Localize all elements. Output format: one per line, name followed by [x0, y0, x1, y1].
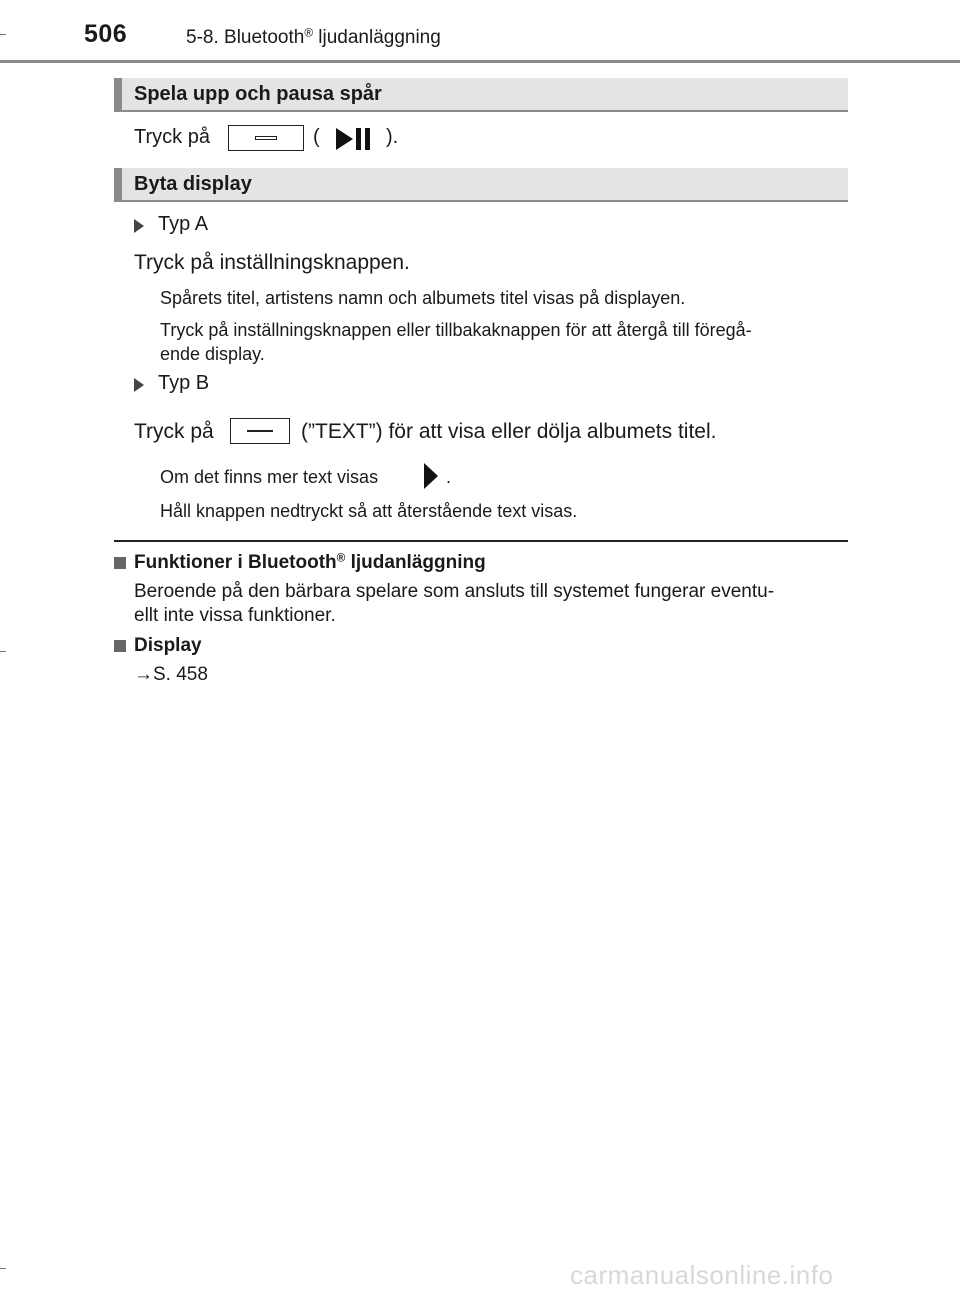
note-heading-suffix: ljudanläggning — [345, 552, 486, 573]
play-key-button — [228, 125, 304, 151]
note-heading-functions — [134, 551, 486, 575]
bullet-triangle-icon — [134, 219, 144, 233]
note-square-icon — [114, 557, 126, 569]
type-b-instruction-prefix: Tryck på — [134, 420, 214, 443]
note-body-line-2: ellt inte vissa funktioner. — [134, 605, 336, 626]
section-accent — [114, 168, 122, 200]
note-heading-prefix: Funktioner i Bluetooth — [134, 552, 337, 573]
note-square-icon — [114, 640, 126, 652]
type-b-instruction-suffix: (”TEXT”) för att visa eller dölja albumets titel. — [301, 420, 717, 443]
crop-mark — [0, 1268, 6, 1269]
page-reference — [134, 663, 208, 687]
chapter-prefix: 5-8. Bluetooth — [186, 27, 305, 48]
registered-mark: ® — [304, 26, 313, 40]
crop-mark — [0, 651, 6, 652]
section-accent — [114, 78, 122, 110]
section-heading-display — [114, 168, 848, 202]
key-dash-icon — [247, 430, 273, 432]
close-paren: ). — [386, 126, 399, 148]
section-divider — [114, 540, 848, 542]
play-instruction-prefix: Tryck på — [134, 126, 210, 148]
header-rule — [0, 60, 960, 63]
text-key-button — [230, 418, 290, 444]
type-a-note-2-line-1: Tryck på inställningsknappen eller tillbakaknappen för att återgå till föregå- — [160, 320, 752, 340]
section-title: Spela upp och pausa spår — [134, 83, 382, 105]
crop-mark — [0, 34, 6, 35]
chapter-title — [186, 27, 441, 49]
watermark: carmanualsonline.info — [570, 1260, 834, 1290]
type-b-label: Typ B — [158, 372, 210, 394]
note-heading-display: Display — [134, 635, 202, 656]
key-bar-icon — [255, 136, 277, 140]
more-text-arrow-icon — [424, 463, 438, 489]
page-number: 506 — [84, 20, 128, 48]
play-pause-icon — [336, 126, 376, 152]
open-paren: ( — [313, 126, 320, 148]
type-b-note-2: Håll knappen nedtryckt så att återstående text visas. — [160, 501, 578, 521]
section-heading-play — [114, 78, 848, 112]
type-a-note-1: Spårets titel, artistens namn och albumets titel visas på displayen. — [160, 288, 686, 308]
section-title: Byta display — [134, 173, 252, 195]
note-body-line-1: Beroende på den bärbara spelare som ansluts till systemet fungerar eventu- — [134, 581, 775, 602]
type-a-instruction: Tryck på inställningsknappen. — [134, 251, 410, 274]
reference-text: S. 458 — [153, 664, 208, 685]
type-b-note-1-suffix: . — [446, 467, 452, 487]
type-a-label: Typ A — [158, 213, 209, 235]
bullet-triangle-icon — [134, 378, 144, 392]
reference-arrow-icon: → — [134, 664, 153, 685]
type-b-note-1-prefix: Om det finns mer text visas — [160, 467, 379, 487]
chapter-suffix: ljudanläggning — [312, 27, 441, 48]
type-a-note-2-line-2: ende display. — [160, 344, 265, 364]
registered-mark: ® — [336, 551, 346, 565]
